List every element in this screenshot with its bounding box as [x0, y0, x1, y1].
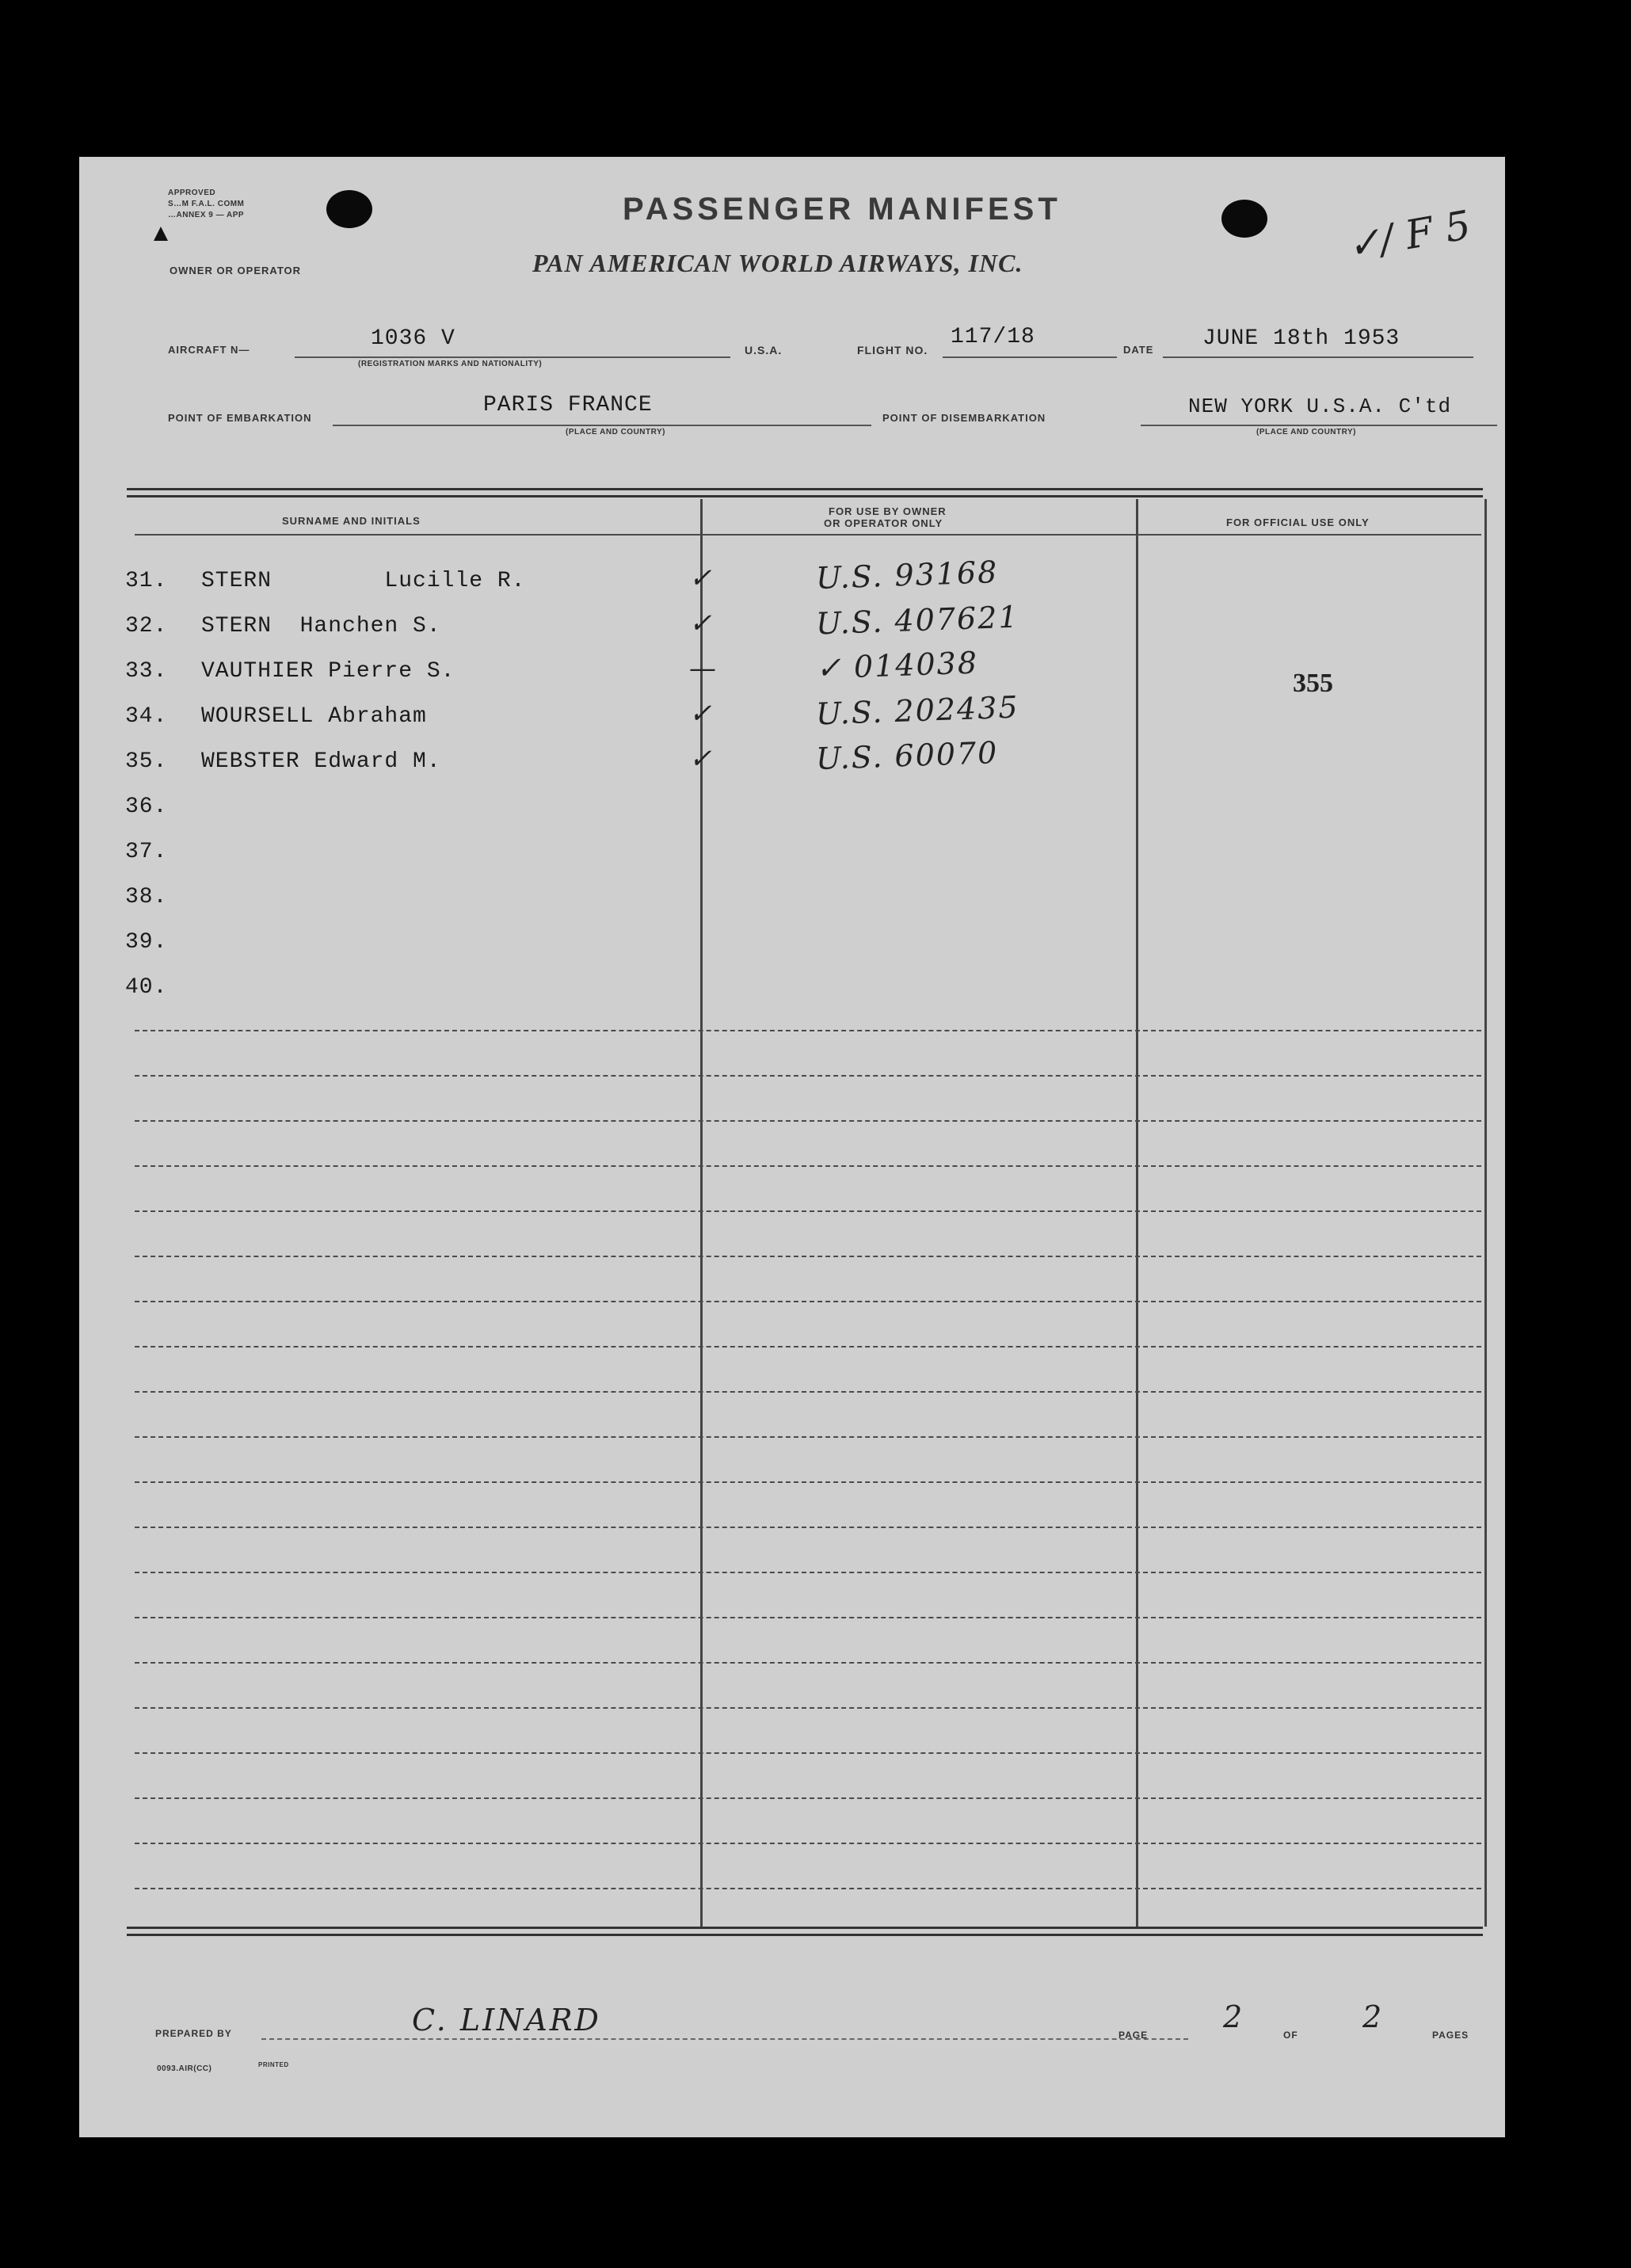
flight-label: FLIGHT NO. — [857, 344, 928, 356]
ruled-line — [135, 1617, 1481, 1618]
ruled-line — [135, 1256, 1481, 1257]
carrier-name: PAN AMERICAN WORLD AIRWAYS, INC. — [532, 249, 1023, 277]
aircraft-label: AIRCRAFT N— — [168, 344, 250, 356]
table-row — [79, 689, 1505, 749]
punch-hole-right — [1221, 200, 1267, 238]
ruled-line — [135, 1075, 1481, 1077]
date-value: JUNE 18th 1953 — [1202, 326, 1400, 351]
row-number: 33. — [125, 659, 168, 684]
passport-number: U.S. 407621 — [815, 599, 1020, 642]
passenger-name: VAUTHIER Pierre S. — [201, 659, 455, 684]
table-row — [79, 795, 1505, 840]
usa-label: U.S.A. — [745, 344, 783, 356]
official-use-value: 355 — [1293, 669, 1333, 698]
ruled-line — [135, 1346, 1481, 1347]
disembark-label: POINT OF DISEMBARKATION — [882, 412, 1046, 424]
disembark-caption: (PLACE AND COUNTRY) — [1256, 428, 1356, 436]
ruled-line — [135, 1707, 1481, 1709]
punch-hole-left — [326, 190, 372, 228]
row-number: 38. — [125, 885, 168, 909]
row-number: 39. — [125, 930, 168, 955]
passenger-name: WEBSTER Edward M. — [201, 749, 441, 774]
row-number: 34. — [125, 704, 168, 729]
ruled-line — [135, 1843, 1481, 1844]
table-row — [79, 554, 1505, 614]
page-value: 2 — [1223, 1999, 1243, 2034]
table-row — [79, 885, 1505, 930]
owner-label: OWNER OR OPERATOR — [170, 265, 302, 276]
row-number: 36. — [125, 795, 168, 819]
approved-line-3: …ANNEX 9 — APP — [168, 211, 245, 219]
ruled-line — [135, 1120, 1481, 1122]
header-double-rule — [127, 488, 1483, 497]
arrow-marker-icon — [154, 227, 168, 241]
ruled-line — [135, 1165, 1481, 1167]
passport-number: U.S. 202435 — [815, 689, 1020, 732]
prepared-value: C. LINARD — [412, 2003, 601, 2037]
pages-label: PAGES — [1432, 2030, 1469, 2041]
date-label: DATE — [1123, 344, 1154, 356]
embark-caption: (PLACE AND COUNTRY) — [566, 428, 665, 436]
ruled-line — [135, 1481, 1481, 1483]
passport-number: U.S. 93168 — [815, 554, 1000, 597]
passenger-name: WOURSELL Abraham — [201, 704, 427, 729]
prepared-label: PREPARED BY — [155, 2028, 232, 2039]
ruled-line — [135, 1030, 1481, 1031]
ruled-line — [135, 1888, 1481, 1889]
table-row — [79, 645, 1505, 704]
manifest-title: PASSENGER MANIFEST — [623, 192, 1061, 227]
of-label: OF — [1283, 2030, 1298, 2041]
ruled-line — [135, 1527, 1481, 1528]
col-header-surname: SURNAME AND INITIALS — [282, 515, 421, 527]
check-mark: ✓ — [689, 743, 712, 775]
ruled-line — [135, 1662, 1481, 1664]
embark-value: PARIS FRANCE — [483, 393, 653, 417]
row-number: 35. — [125, 749, 168, 774]
col-header-official: FOR OFFICIAL USE ONLY — [1226, 516, 1370, 528]
ruled-line — [135, 1391, 1481, 1393]
check-mark: — — [689, 653, 716, 684]
col-header-owner-1: FOR USE BY OWNER — [829, 505, 947, 517]
check-mark: ✓ — [689, 562, 712, 594]
table-row — [79, 930, 1505, 975]
of-value: 2 — [1362, 1999, 1382, 2034]
ruled-line — [135, 1301, 1481, 1302]
row-number: 31. — [125, 569, 168, 593]
registration-caption: (REGISTRATION MARKS AND NATIONALITY) — [358, 360, 543, 368]
check-mark: ✓ — [689, 608, 712, 639]
passenger-name: STERN Lucille R. — [201, 569, 526, 593]
table-row — [79, 734, 1505, 795]
ruled-line — [135, 1572, 1481, 1573]
printer-mark: 0093.AIR(CC) — [157, 2064, 212, 2073]
table-row — [79, 975, 1505, 1020]
printed-mark: PRINTED — [258, 2061, 289, 2068]
row-number: 32. — [125, 614, 168, 638]
footer-double-rule — [127, 1927, 1483, 1936]
col-header-owner-2: OR OPERATOR ONLY — [824, 517, 943, 529]
row-number: 40. — [125, 975, 168, 1000]
embark-label: POINT OF EMBARKATION — [168, 412, 312, 424]
disembark-value: NEW YORK U.S.A. C'td — [1188, 395, 1452, 418]
check-mark: ✓ — [689, 698, 712, 730]
approved-line-2: S…M F.A.L. COMM — [168, 200, 245, 208]
corner-mark: ✓/ F 5 — [1343, 201, 1474, 269]
passenger-name: STERN Hanchen S. — [201, 614, 441, 638]
ruled-line — [135, 1797, 1481, 1799]
flight-value: 117/18 — [951, 325, 1035, 349]
ruled-line — [135, 1752, 1481, 1754]
aircraft-value: 1036 V — [371, 326, 455, 351]
ruled-line — [135, 1210, 1481, 1212]
row-number: 37. — [125, 840, 168, 864]
approved-line-1: APPROVED — [168, 189, 216, 197]
table-row — [79, 840, 1505, 885]
passport-number: U.S. 60070 — [815, 734, 1000, 777]
table-row — [79, 599, 1505, 659]
ruled-line — [135, 1436, 1481, 1438]
manifest-sheet — [79, 157, 1505, 2137]
passport-number: ✓ 014038 — [815, 645, 979, 686]
page-label: PAGE — [1118, 2030, 1149, 2041]
